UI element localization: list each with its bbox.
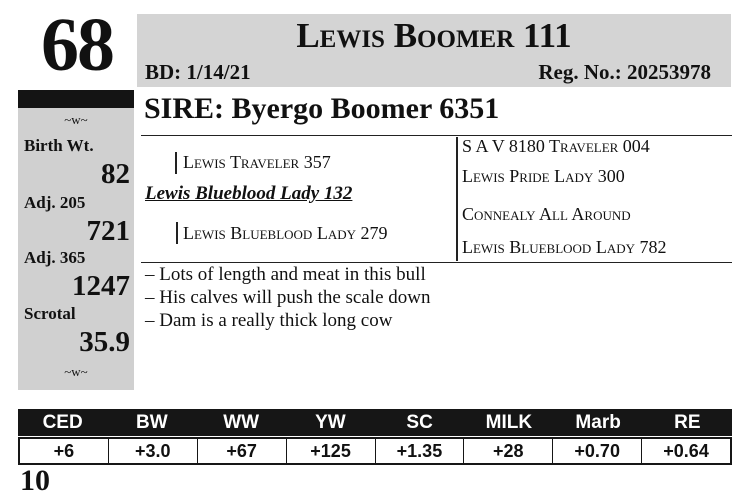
note-1: – Lots of length and meat in this bull (145, 264, 426, 285)
adj-205-value: 721 (86, 215, 130, 247)
performance-sidebar (18, 90, 134, 390)
pedigree-right-4: Lewis Blueblood Lady 782 (462, 237, 667, 257)
scrotal-label: Scrotal (24, 304, 76, 323)
dam-dam-tick (176, 222, 178, 244)
epd-header-re: RE (674, 412, 701, 433)
pedigree-right-2: Lewis Pride Lady 300 (462, 166, 625, 186)
epd-value-milk: +28 (463, 439, 552, 463)
epd-header-milk: MILK (485, 412, 533, 433)
pedigree-dam-dam: Lewis Blueblood Lady 279 (183, 223, 388, 243)
sidebar-top-bar (18, 90, 134, 108)
birth-weight-label: Birth Wt. (24, 136, 94, 155)
birth-weight-value: 82 (101, 158, 130, 190)
scrotal-value: 35.9 (79, 326, 130, 358)
adj-365-label: Adj. 365 (24, 248, 86, 267)
ornament-top: ~w~ (64, 112, 88, 127)
registration-number: Reg. No.: 20253978 (538, 60, 711, 84)
epd-header-yw: YW (315, 412, 346, 433)
pedigree-dam: Lewis Blueblood Lady 132 (145, 183, 353, 204)
animal-name: Lewis Boomer 111 (296, 16, 572, 55)
epd-header-ww: WW (223, 412, 260, 433)
right-tick-4 (456, 235, 458, 257)
adj-365-value: 1247 (72, 270, 130, 302)
sire-sire-tick (175, 152, 177, 174)
epd-value-re: +0.64 (641, 439, 730, 463)
epd-value-bw: +3.0 (108, 439, 197, 463)
epd-value-ww: +67 (197, 439, 286, 463)
epd-value-sc: +1.35 (375, 439, 464, 463)
epd-value-marb: +0.70 (552, 439, 641, 463)
epd-header-sc: SC (406, 412, 433, 433)
epd-header-ced: CED (42, 412, 83, 433)
lot-number: 68 (41, 3, 113, 87)
epd-value-ced: +6 (53, 441, 75, 461)
adj-205-label: Adj. 205 (24, 193, 86, 212)
right-tick-1 (456, 140, 458, 162)
animal-header (137, 14, 731, 87)
birth-date: BD: 1/14/21 (145, 60, 251, 84)
pedigree-sire-sire: Lewis Traveler 357 (183, 152, 331, 172)
note-2: – His calves will push the scale down (145, 287, 431, 308)
ornament-bottom: ~w~ (64, 364, 88, 379)
epd-value-row (18, 437, 732, 465)
pedigree-right-3: Connealy All Around (462, 204, 631, 224)
epd-header-row (18, 409, 732, 436)
sire-line: SIRE: Byergo Boomer 6351 (144, 92, 500, 125)
epd-header-bw: BW (136, 412, 168, 433)
pedigree-bottom-rule (141, 262, 732, 263)
epd-header-marb: Marb (575, 412, 621, 433)
epd-value-yw: +125 (286, 439, 375, 463)
pedigree-right-1: S A V 8180 Traveler 004 (462, 136, 650, 156)
next-lot-number-partial: 10 (20, 464, 50, 497)
note-3: – Dam is a really thick long cow (145, 310, 393, 331)
